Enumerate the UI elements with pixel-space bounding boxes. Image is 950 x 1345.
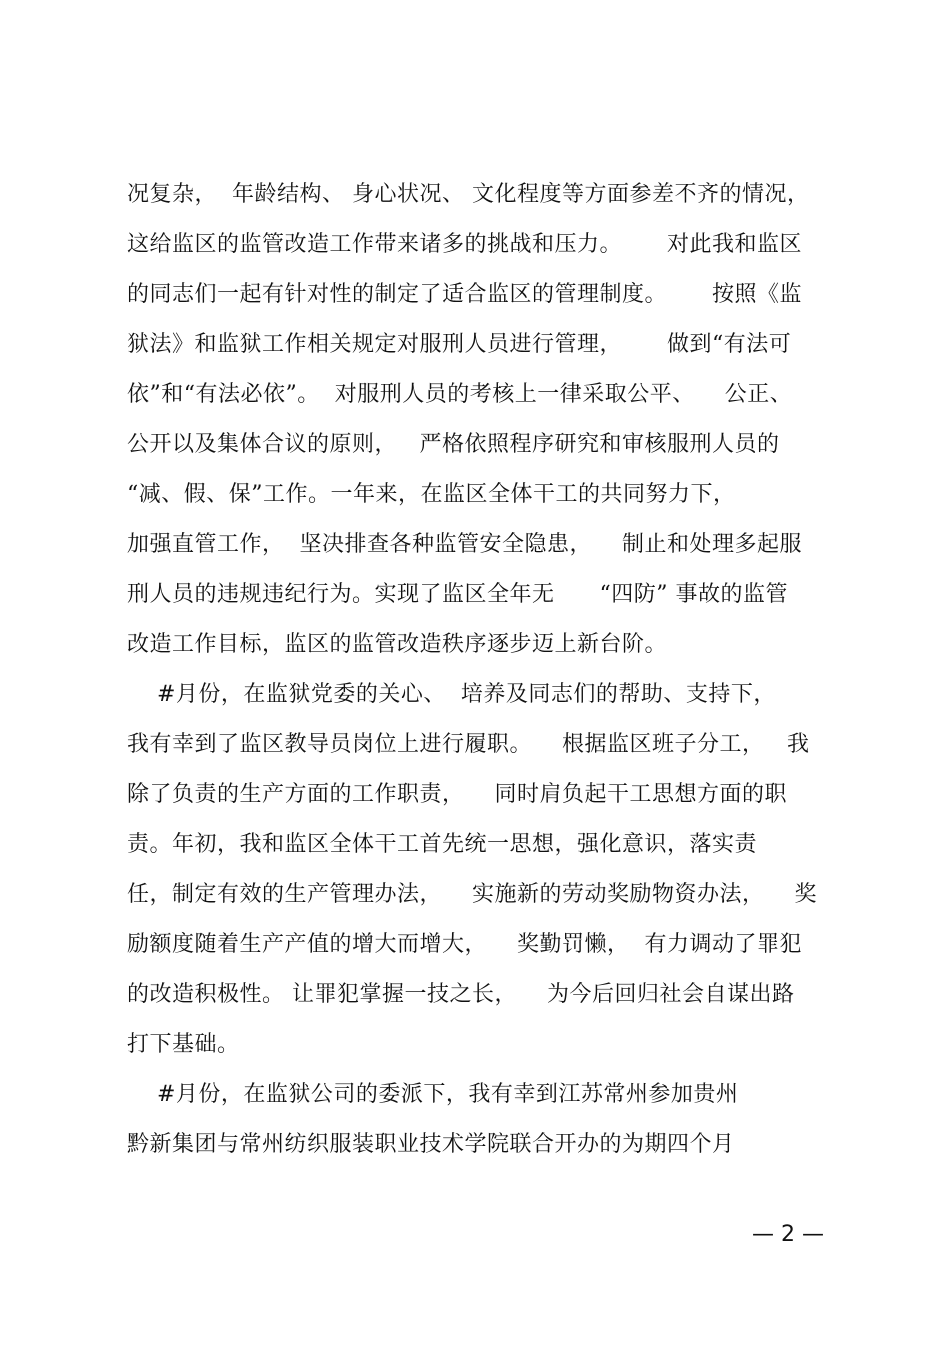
text-line: 责。年初，我和监区全体干工首先统一思想，强化意识，落实责 bbox=[127, 832, 758, 857]
text-line: 这给监区的监管改造工作带来诸多的挑战和压力。 对此我和监区 bbox=[127, 232, 802, 257]
text-line: 我有幸到了监区教导员岗位上进行履职。 根据监区班子分工， 我 bbox=[127, 732, 810, 757]
text-line: #月份，在监狱党委的关心、 培养及同志们的帮助、支持下， bbox=[127, 682, 776, 707]
text-line: 况复杂， 年龄结构、 身心状况、 文化程度等方面参差不齐的情况， bbox=[127, 182, 810, 207]
text-line: 除了负责的生产方面的工作职责， 同时肩负起干工思想方面的职 bbox=[127, 782, 787, 807]
text-line: 打下基础。 bbox=[127, 1032, 240, 1057]
text-line: 黔新集团与常州纺织服装职业技术学院联合开办的为期四个月 bbox=[127, 1132, 735, 1157]
page-number: — 2 — bbox=[752, 1222, 824, 1247]
text-line: #月份，在监狱公司的委派下，我有幸到江苏常州参加贵州 bbox=[127, 1082, 739, 1107]
text-line: “减、假、保”工作。一年来，在监区全体干工的共同努力下， bbox=[127, 482, 736, 507]
text-line: 公开以及集体合议的原则， 严格依照程序研究和审核服刑人员的 bbox=[127, 432, 780, 457]
text-line: 励额度随着生产产值的增大而增大， 奖勤罚懒， 有力调动了罪犯 bbox=[127, 932, 802, 957]
text-line: 的同志们一起有针对性的制定了适合监区的管理制度。 按照《监 bbox=[127, 282, 802, 307]
text-line: 依”和“有法必依”。 对服刑人员的考核上一律采取公平、 公正、 bbox=[127, 382, 793, 407]
text-line: 狱法》和监狱工作相关规定对服刑人员进行管理， 做到“有法可 bbox=[127, 332, 792, 357]
text-line: 加强直管工作， 坚决排查各种监管安全隐患， 制止和处理多起服 bbox=[127, 532, 802, 557]
text-line: 改造工作目标，监区的监管改造秩序逐步迈上新台阶。 bbox=[127, 632, 668, 657]
text-line: 任，制定有效的生产管理办法， 实施新的劳动奖励物资办法， 奖 bbox=[127, 882, 817, 907]
text-line: 刑人员的违规违纪行为。实现了监区全年无 “四防” 事故的监管 bbox=[127, 582, 788, 607]
text-line: 的改造积极性。 让罪犯掌握一技之长， 为今后回归社会自谋出路 bbox=[127, 982, 795, 1007]
